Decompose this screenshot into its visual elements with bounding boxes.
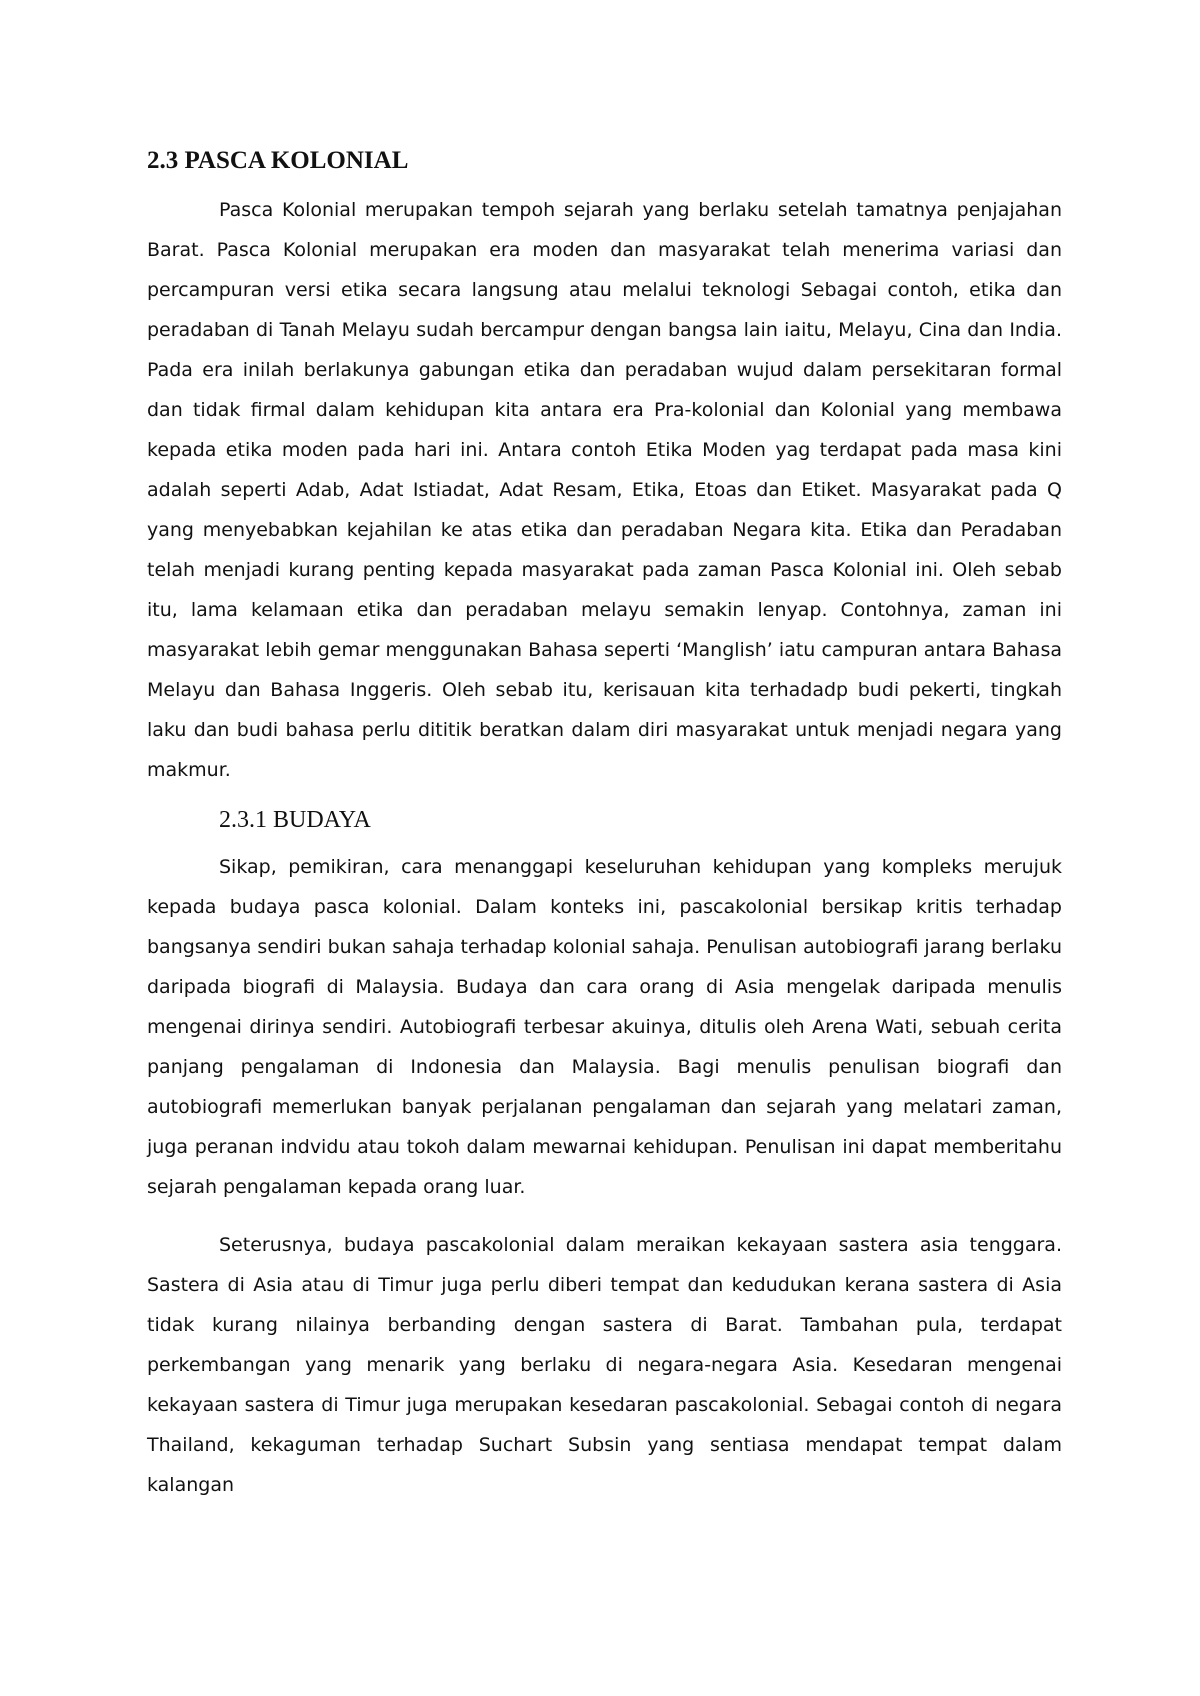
section-paragraph: Pasca Kolonial merupakan tempoh sejarah yang berlaku setelah tamatnya penjajahan Barat. Pasca Kolonial merupakan era moden dan masyarakat telah menerima variasi dan percampuran versi etika secara langsung atau melalui teknologi Sebagai contoh, etika dan peradaban di Tanah Melayu sudah bercampur dengan bangsa lain iaitu, Melayu, Cina dan India. Pada era inilah berlakunya gabungan etika dan peradaban wujud dalam persekitaran formal dan tidak firmal dalam kehidupan kita antara era Pra-kolonial dan Kolonial yang membawa kepada etika moden pada hari ini. Antara contoh Etika Moden yag terdapat pada masa kini adalah seperti Adab, Adat Istiadat, Adat Resam, Etika, Etoas dan Etiket. Masyarakat pada Q yang menyebabkan kejahilan ke atas etika dan peradaban Negara kita. Etika dan Peradaban telah menjadi kurang penting kepada masyarakat pada zaman Pasca Kolonial ini. Oleh sebab itu, lama kelamaan etika dan peradaban melayu semakin lenyap. Contohnya, zaman ini masyarakat lebih gemar menggunakan Bahasa seperti ‘Manglish’ iatu campuran antara Bahasa Melayu dan Bahasa Inggeris. Oleh sebab itu, kerisauan kita terhadadp budi pekerti, tingkah laku dan budi bahasa perlu dititik beratkan dalam diri masyarakat untuk menjadi negara yang makmur.: [147, 199, 1062, 781]
subsection-heading: 2.3.1 BUDAYA: [219, 807, 371, 833]
section-heading: 2.3 PASCA KOLONIAL: [147, 147, 409, 174]
subsection-paragraph: Seterusnya, budaya pascakolonial dalam meraikan kekayaan sastera asia tenggara. Sastera di Asia atau di Timur juga perlu diberi tempat dan kedudukan kerana sastera di Asia tidak kurang nilainya berbanding dengan sastera di Barat. Tambahan pula, terdapat perkembangan yang menarik yang berlaku di negara-negara Asia. Kesedaran mengenai kekayaan sastera di Timur juga merupakan kesedaran pascakolonial. Sebagai contoh di negara Thailand, kekaguman terhadap Suchart Subsin yang sentiasa mendapat tempat dalam kalangan: [147, 1233, 1062, 1496]
subsection-paragraph: Sikap, pemikiran, cara menanggapi keseluruhan kehidupan yang kompleks merujuk kepada budaya pasca kolonial. Dalam konteks ini, pascakolonial bersikap kritis terhadap bangsanya sendiri bukan sahaja terhadap kolonial sahaja. Penulisan autobiografi jarang berlaku daripada biografi di Malaysia. Budaya dan cara orang di Asia mengelak daripada menulis mengenai dirinya sendiri. Autobiografi terbesar akuinya, ditulis oleh Arena Wati, sebuah cerita panjang pengalaman di Indonesia dan Malaysia. Bagi menulis penulisan biografi dan autobiografi memerlukan banyak perjalanan pengalaman dan sejarah yang melatari zaman, juga peranan indvidu atau tokoh dalam mewarnai kehidupan. Penulisan ini dapat memberitahu sejarah pengalaman kepada orang luar.: [147, 855, 1062, 1198]
page-content: [147, 146, 1062, 1505]
